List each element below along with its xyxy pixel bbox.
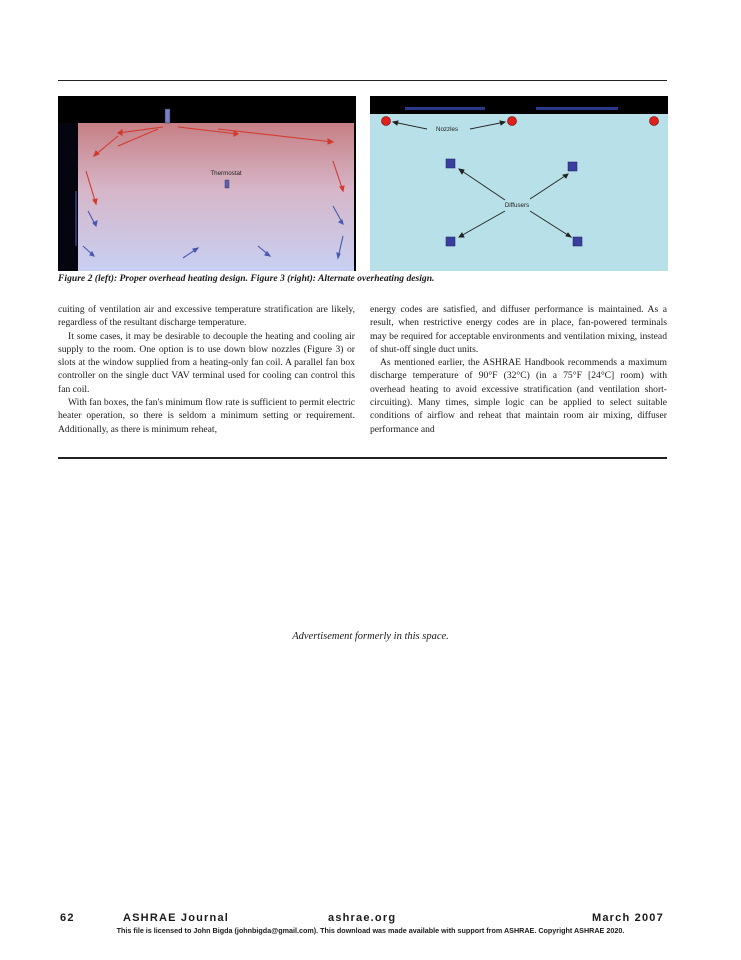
nozzle-icon xyxy=(650,117,659,126)
right-paragraph-2: As mentioned earlier, the ASHRAE Handbook recommends a maximum discharge temperature of 90°F (32°C) (in a 75°F [24°C] room) with overhead heating to avoid excessive stratification (and ventilation short-circuiting). Many times, simple logic can be applied to select suitable conditions of airflow and reheat that maintain room air mixing, diffuser performance and xyxy=(370,357,667,435)
left-paragraph-2: It some cases, it may be desirable to decouple the heating and cooling air supply to the room. One option is to use down blow nozzles (Figure 3) or slots at the window supplied from a heating-only fan coil. A parallel fan box controller on the single duct VAV terminal used for cooling can control this fan coil. xyxy=(58,330,355,395)
figure-2-overhead-heating xyxy=(58,96,356,271)
website: ashrae.org xyxy=(328,912,397,924)
right-column xyxy=(370,303,667,436)
diffuser-icon xyxy=(568,162,577,171)
thermostat-label: Thermostat xyxy=(210,170,242,177)
nozzle-icon xyxy=(508,117,517,126)
issue-date: March 2007 xyxy=(592,912,664,924)
supply-diffuser xyxy=(165,109,170,123)
window-wall xyxy=(58,123,78,271)
nozzles-label: Nozzles xyxy=(435,126,459,133)
figure-3-alternate-heating xyxy=(370,96,668,271)
thermostat-icon xyxy=(225,180,229,188)
journal-name: ASHRAE Journal xyxy=(123,912,230,924)
bottom-rule xyxy=(58,457,667,459)
room-interior xyxy=(370,114,668,271)
figure-3-diagram xyxy=(370,96,668,271)
license-notice: This file is licensed to John Bigda (johnbigda@gmail.com). This download was made available with support from ASHRAE. Copyright ASHRAE 2020. xyxy=(116,926,625,935)
ceiling-slot-right xyxy=(536,107,618,110)
advertisement-notice: Advertisement formerly in this space. xyxy=(292,631,449,642)
top-rule xyxy=(58,80,667,81)
ceiling-slot-left xyxy=(405,107,485,110)
left-paragraph-3: With fan boxes, the fan's minimum flow rate is sufficient to permit electric heater operation, so there is seldom a minimum setting or requirement. Additionally, as there is minimum reheat, xyxy=(58,397,355,435)
diffuser-icon xyxy=(446,237,455,246)
figure-caption: Figure 2 (left): Proper overhead heating design. Figure 3 (right): Alternate overheating design. xyxy=(58,273,435,284)
diffusers-label: Diffusers xyxy=(504,202,530,209)
left-column xyxy=(58,303,355,436)
right-paragraph-1: energy codes are satisfied, and diffuser performance is maintained. As a result, when restrictive energy codes are in place, fan-powered terminals may be required for acceptable environments and ventilation mixing, instead of shut-off single duct units. xyxy=(370,304,667,355)
figure-2-diagram xyxy=(58,96,356,271)
page-number: 62 xyxy=(60,912,75,924)
nozzle-icon xyxy=(382,117,391,126)
diffuser-icon xyxy=(573,237,582,246)
diffuser-icon xyxy=(446,159,455,168)
left-paragraph-1: cuiting of ventilation air and excessive temperature stratification are likely, regardless of the resultant discharge temperature. xyxy=(58,304,355,329)
